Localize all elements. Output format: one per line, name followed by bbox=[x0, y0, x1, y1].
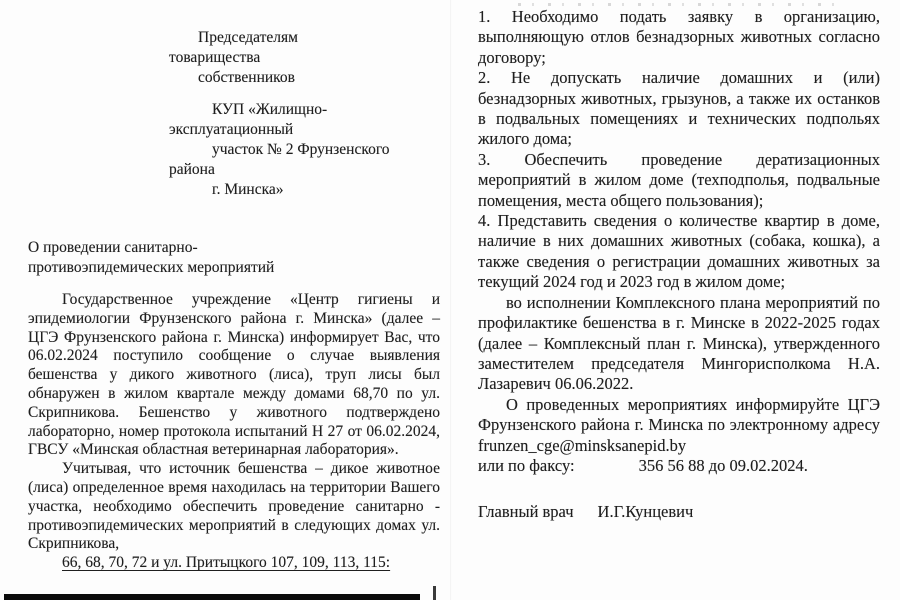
paragraph-complex-plan: во исполнении Комплексного плана мероприятий по профилактике бешенства в г. Минске в 2022-2025 годах (далее – Комплексный план г. Минска), утвержденного заместителем председателя Мингорисполкома Н.А. Лазаревич 06.06.2022. bbox=[478, 292, 880, 394]
signature-row bbox=[478, 502, 880, 522]
numbered-item-2: 2. Не допускать наличие домашних и (или) безнадзорных животных, грызунов, а также их останков в подвальных помещениях и технических подпольях жилого дома; bbox=[478, 68, 880, 149]
addressee-line: г. Минска» bbox=[212, 181, 284, 198]
addressee-line: района bbox=[169, 161, 215, 178]
left-body-text bbox=[28, 291, 440, 573]
addressee-line: КУП «Жилищно- bbox=[212, 101, 328, 118]
scan-black-bar bbox=[4, 594, 420, 600]
fax-number: 356 56 88 до 09.02.2024. bbox=[638, 455, 808, 475]
fax-label: или по факсу: bbox=[478, 455, 575, 475]
addressee-line: товарищества bbox=[169, 49, 261, 66]
paragraph-reporting: О проведенных мероприятиях информируйте ЦГЭ Фрунзенского района г. Минска по электронному адресу frunzen_cge@minsksanepid.by bbox=[478, 394, 880, 455]
addressee-line: эксплуатационный bbox=[169, 121, 294, 138]
scan-black-tick bbox=[433, 586, 436, 600]
cropped-text-remnant bbox=[518, 3, 848, 6]
addressee-line: собственников bbox=[198, 69, 295, 86]
numbered-item-4: 4. Представить сведения о количестве квартир в доме, наличие в них домашних животных (собака, кошка), а также сведения о регистрации домашних животных за текущий 2024 год и 2023 год в жилом доме; bbox=[478, 211, 880, 292]
addressee-block bbox=[169, 28, 452, 200]
signature-name: И.Г.Кунцевич bbox=[597, 502, 694, 522]
right-body-text bbox=[452, 0, 900, 523]
addressee-line: Председателям bbox=[198, 29, 298, 46]
signature-title: Главный врач bbox=[478, 502, 574, 522]
paragraph-institution: Государственное учреждение «Центр гигиены и эпидемиологии Фрунзенского района г. Минска» (далее – ЦГЭ Фрунзенского района г. Минска) информирует Вас, что 06.02.2024 поступило сообщение о случае выявления бешенства у дикого животного (лиса), труп лисы был обнаружен в жилом квартале между домами 68,70 по ул. Скрипникова. Бешенство у животного подтверждено лабораторно, номер протокола испытаний Н 27 от 06.02.2024, ГВСУ «Минская областная ветеринарная лаборатория». bbox=[28, 291, 440, 459]
subject-title: О проведении санитарно-противоэпидемических мероприятий bbox=[28, 239, 275, 276]
paragraph-considering: Учитывая, что источник бешенства – дикое животное (лиса) определенное время находилась на территории Вашего участка, необходимо обеспечить проведение санитарно - противоэпидемических мероприятий в следующих домах ул. Скрипникова, bbox=[28, 460, 440, 553]
numbered-item-3: 3. Обеспечить проведение дератизационных мероприятий в жилом доме (техподполья, подвальные помещения, места общего пользования); bbox=[478, 149, 880, 210]
fax-line bbox=[478, 456, 880, 476]
underlined-house-list: 66, 68, 70, 72 и ул. Притыцкого 107, 109, 113, 115: bbox=[62, 554, 391, 572]
right-page bbox=[452, 0, 900, 600]
numbered-item-1: 1. Необходимо подать заявку в организацию, выполняющую отлов безнадзорных животных согласно договору; bbox=[478, 7, 880, 67]
addressee-line: участок № 2 Фрунзенского bbox=[212, 141, 390, 158]
